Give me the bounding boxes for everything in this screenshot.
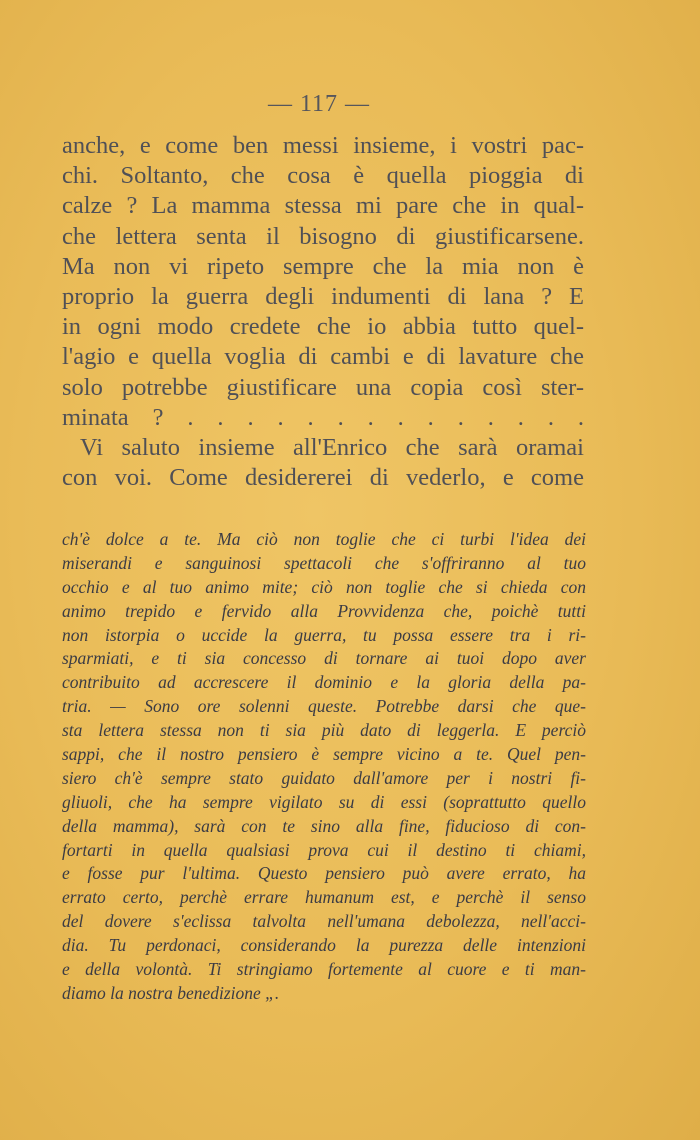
- footnote-line: animo trepido e fervido alla Provvidenza che, poichè tutti: [62, 600, 586, 621]
- footnote-line: della mamma), sarà con te sino alla fine, fiducioso di con-: [62, 815, 586, 836]
- footnote-line: fortarti in quella qualsiasi prova cui il destino ti chiami,: [62, 839, 586, 860]
- main-text-line: che lettera senta il bisogno di giustificarsene.: [62, 222, 584, 250]
- footnote-block: [62, 528, 586, 1006]
- main-text-line: minata ? . . . . . . . . . . . . . .: [62, 403, 584, 431]
- footnote-line: occhio e al tuo animo mite; ciò non toglie che si chieda con: [62, 576, 586, 597]
- footnote-line: contribuito ad accrescere il dominio e la gloria della pa-: [62, 672, 586, 693]
- footnote-line: sappi, che il nostro pensiero è sempre vicino a te. Quel pen-: [62, 744, 586, 765]
- main-text-line: con voi. Come desidererei di vederlo, e come: [62, 464, 584, 492]
- footnote-line: diamo la nostra benedizione „.: [62, 982, 280, 1003]
- main-text-line: Ma non vi ripeto sempre che la mia non è: [62, 252, 584, 280]
- main-text-line: Vi saluto insieme all'Enrico che sarà oramai: [80, 433, 584, 461]
- main-text-line: calze ? La mamma stessa mi pare che in qual-: [62, 192, 584, 220]
- main-text-line: l'agio e quella voglia di cambi e di lavature che: [62, 343, 584, 371]
- main-text-line: proprio la guerra degli indumenti di lana ? E: [62, 282, 584, 310]
- footnote-line: dia. Tu perdonaci, considerando la purezza delle intenzioni: [62, 935, 586, 956]
- footnote-line: siero ch'è sempre stato guidato dall'amore per i nostri fi-: [62, 767, 586, 788]
- main-text-block: [62, 131, 584, 493]
- page-number: — 117 —: [267, 91, 371, 117]
- main-text-line: chi. Soltanto, che cosa è quella pioggia di: [62, 162, 584, 190]
- main-text-line: solo potrebbe giustificare una copia così ster-: [62, 373, 584, 401]
- footnote-line: tria. — Sono ore solenni queste. Potrebbe darsi che que-: [62, 696, 586, 717]
- footnote-line: del dovere s'eclissa talvolta nell'umana debolezza, nell'acci-: [62, 911, 586, 932]
- footnote-line: gliuoli, che ha sempre vigilato su di essi (soprattutto quello: [62, 791, 586, 812]
- footnote-line: e della volontà. Ti stringiamo fortemente al cuore e ti man-: [62, 959, 586, 980]
- main-text-line: anche, e come ben messi insieme, i vostri pac-: [62, 132, 584, 159]
- main-text-line: in ogni modo credete che io abbia tutto quel-: [62, 313, 584, 341]
- footnote-line: sparmiati, e ti sia concesso di tornare ai tuoi dopo aver: [62, 648, 586, 669]
- footnote-line: non istorpia o uccide la guerra, tu possa essere tra i ri-: [62, 624, 586, 645]
- footnote-line: sta lettera stessa non ti sia più dato di leggerla. E perciò: [62, 720, 586, 741]
- footnote-line: e fosse pur l'ultima. Questo pensiero può avere errato, ha: [62, 863, 586, 884]
- footnote-line: ch'è dolce a te. Ma ciò non toglie che ci turbi l'idea dei: [62, 529, 586, 549]
- footnote-line: errato certo, perchè errare humanum est, e perchè il senso: [62, 887, 586, 908]
- footnote-line: miserandi e sanguinosi spettacoli che s'offriranno al tuo: [62, 552, 586, 573]
